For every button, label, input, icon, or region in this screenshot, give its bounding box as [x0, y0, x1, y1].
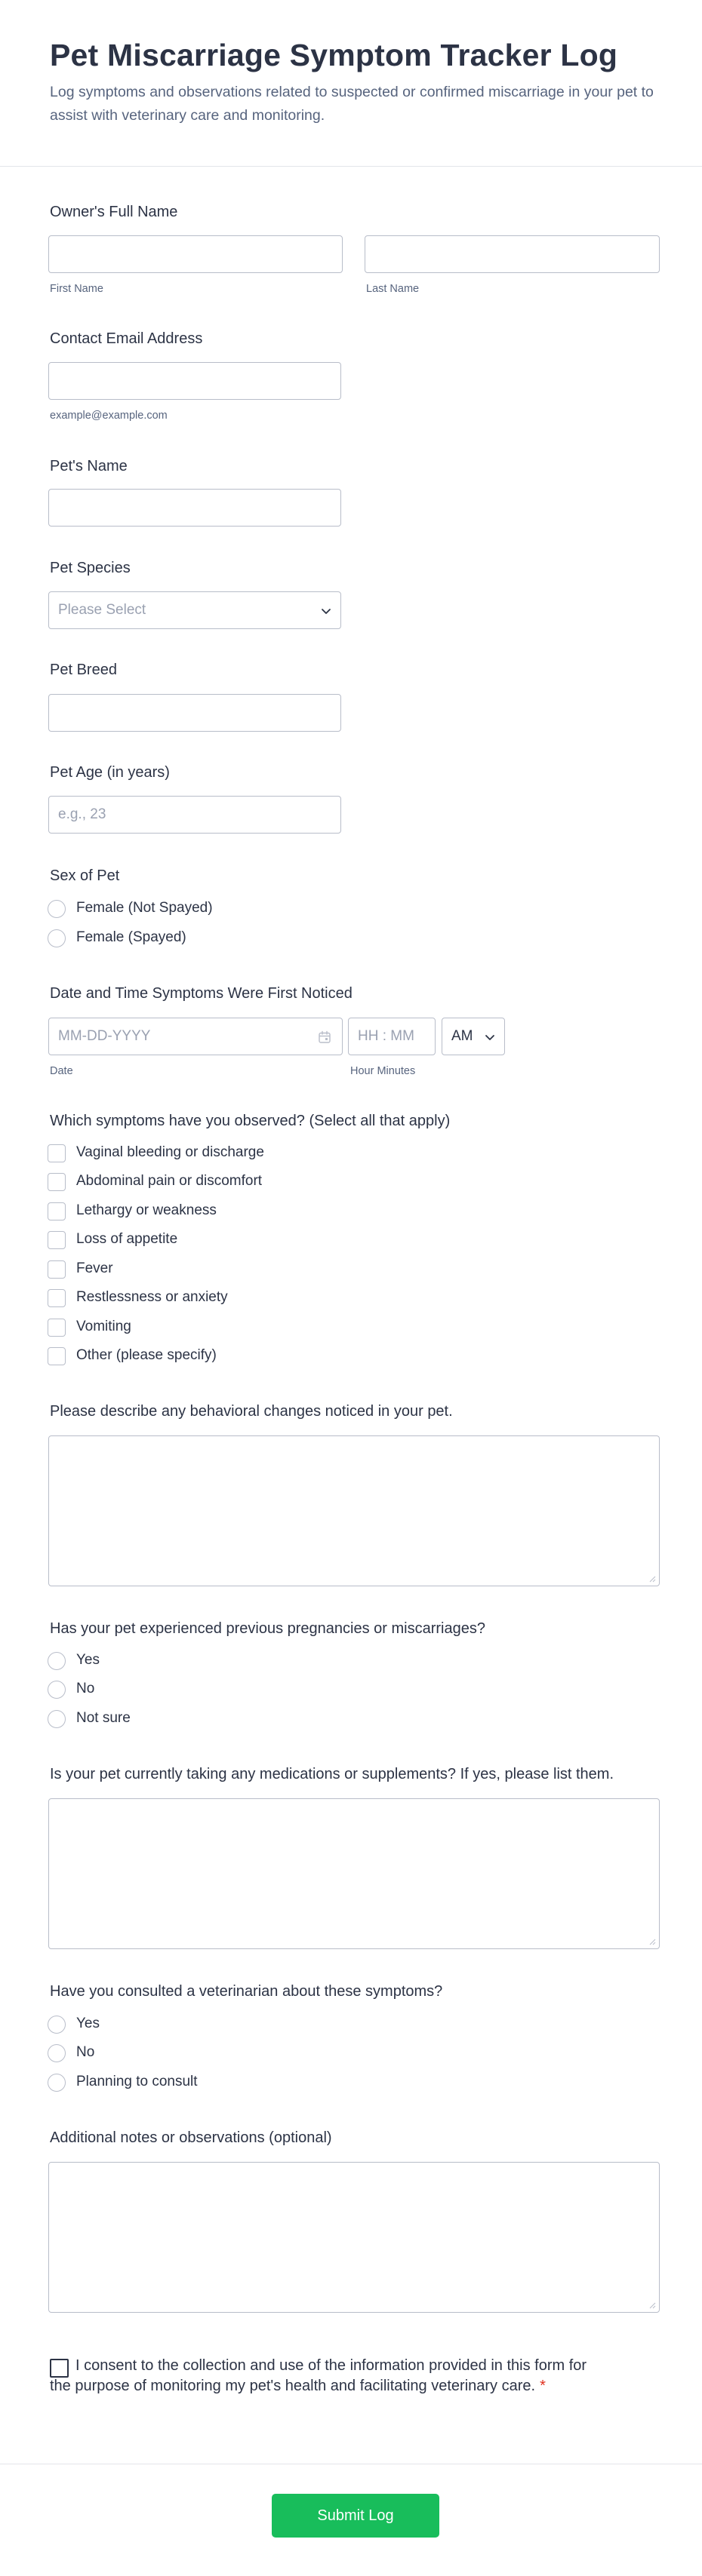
sex-option-label: Female (Spayed)	[76, 929, 186, 945]
vet-radio-planning[interactable]	[48, 2074, 66, 2092]
vet-option-label: No	[76, 2044, 95, 2060]
history-option-label: No	[76, 1681, 95, 1696]
symptoms-label: Which symptoms have you observed? (Select all that apply)	[50, 1113, 451, 1129]
behavior-label: Please describe any behavioral changes noticed in your pet.	[50, 1403, 453, 1420]
email-sublabel: example@example.com	[50, 410, 168, 422]
datetime-label: Date and Time Symptoms Were First Noticed	[50, 985, 353, 1002]
required-mark: *	[540, 2378, 546, 2394]
notes-label: Additional notes or observations (optional)	[50, 2129, 332, 2146]
sex-option-label: Female (Not Spayed)	[76, 900, 213, 916]
pet-name-input[interactable]	[48, 489, 341, 527]
chevron-down-icon	[321, 606, 331, 616]
symptom-option-label: Other (please specify)	[76, 1347, 217, 1363]
chevron-down-icon	[485, 1032, 495, 1042]
first-name-sublabel: First Name	[50, 283, 103, 295]
symptom-option-label: Loss of appetite	[76, 1231, 178, 1247]
species-label: Pet Species	[50, 560, 131, 576]
symptom-option-label: Lethargy or weakness	[76, 1202, 217, 1218]
symptom-checkbox-appetite[interactable]	[48, 1231, 66, 1249]
consent-text	[50, 2356, 601, 2396]
symptom-option-label: Abdominal pain or discomfort	[76, 1173, 263, 1189]
time-placeholder: HH : MM	[358, 1028, 414, 1044]
time-input[interactable]	[348, 1018, 436, 1055]
symptom-option-label: Vaginal bleeding or discharge	[76, 1144, 264, 1160]
notes-textarea[interactable]	[48, 2162, 660, 2313]
consent-label: I consent to the collection and use of the information provided in this form for the purpose of monitoring my pet's health and facilitating veterinary care.	[50, 2357, 587, 2394]
symptom-checkbox-abdominal-pain[interactable]	[48, 1173, 66, 1191]
date-input[interactable]	[48, 1018, 343, 1055]
history-radio-not-sure[interactable]	[48, 1710, 66, 1728]
age-label: Pet Age (in years)	[50, 764, 170, 781]
vet-label: Have you consulted a veterinarian about these symptoms?	[50, 1983, 443, 2000]
symptom-checkbox-lethargy[interactable]	[48, 1202, 66, 1220]
symptom-checkbox-other[interactable]	[48, 1347, 66, 1365]
form-header	[0, 0, 702, 167]
first-name-input[interactable]	[48, 235, 343, 273]
email-label: Contact Email Address	[50, 330, 203, 347]
vet-option-label: Yes	[76, 2016, 100, 2031]
history-radio-yes[interactable]	[48, 1652, 66, 1670]
symptom-checkbox-restlessness[interactable]	[48, 1289, 66, 1307]
species-placeholder: Please Select	[58, 602, 146, 618]
medications-label: Is your pet currently taking any medications or supplements? If yes, please list them.	[50, 1766, 614, 1782]
resize-grip-icon[interactable]	[648, 2301, 656, 2309]
history-option-label: Yes	[76, 1652, 100, 1668]
vet-radio-yes[interactable]	[48, 2016, 66, 2034]
email-field[interactable]	[48, 362, 341, 400]
vet-option-label: Planning to consult	[76, 2074, 198, 2089]
symptom-option-label: Vomiting	[76, 1319, 131, 1334]
breed-input[interactable]	[48, 694, 341, 732]
sex-radio-not-spayed[interactable]	[48, 900, 66, 918]
resize-grip-icon[interactable]	[648, 1938, 656, 1945]
calendar-icon[interactable]	[318, 1030, 331, 1044]
age-placeholder: e.g., 23	[58, 806, 106, 822]
species-select[interactable]	[48, 591, 341, 629]
symptom-checkbox-fever[interactable]	[48, 1260, 66, 1279]
age-input[interactable]	[48, 796, 341, 834]
sex-label: Sex of Pet	[50, 867, 120, 884]
vet-radio-no[interactable]	[48, 2044, 66, 2062]
pet-name-label: Pet's Name	[50, 458, 128, 474]
symptom-option-label: Fever	[76, 1260, 113, 1276]
sex-radio-spayed[interactable]	[48, 929, 66, 947]
page-subtitle: Log symptoms and observations related to suspected or confirmed miscarriage in your pet to assist with veterinary care and monitoring.	[50, 84, 654, 124]
time-sublabel: Hour Minutes	[350, 1065, 416, 1077]
history-option-label: Not sure	[76, 1710, 131, 1726]
medications-textarea[interactable]	[48, 1798, 660, 1949]
date-placeholder: MM-DD-YYYY	[58, 1028, 151, 1044]
ampm-select[interactable]	[442, 1018, 505, 1055]
behavior-textarea[interactable]	[48, 1435, 660, 1586]
history-radio-no[interactable]	[48, 1681, 66, 1699]
date-sublabel: Date	[50, 1065, 73, 1077]
history-label: Has your pet experienced previous pregnancies or miscarriages?	[50, 1620, 485, 1637]
last-name-sublabel: Last Name	[366, 283, 420, 295]
symptom-checkbox-bleeding[interactable]	[48, 1144, 66, 1162]
symptom-checkbox-vomiting[interactable]	[48, 1319, 66, 1337]
breed-label: Pet Breed	[50, 662, 117, 678]
resize-grip-icon[interactable]	[648, 1575, 656, 1583]
page-title: Pet Miscarriage Symptom Tracker Log	[50, 38, 618, 72]
symptom-option-label: Restlessness or anxiety	[76, 1289, 228, 1305]
submit-button[interactable]: Submit Log	[272, 2494, 439, 2538]
owner-name-label: Owner's Full Name	[50, 204, 178, 220]
ampm-value: AM	[451, 1028, 473, 1044]
last-name-input[interactable]	[365, 235, 660, 273]
